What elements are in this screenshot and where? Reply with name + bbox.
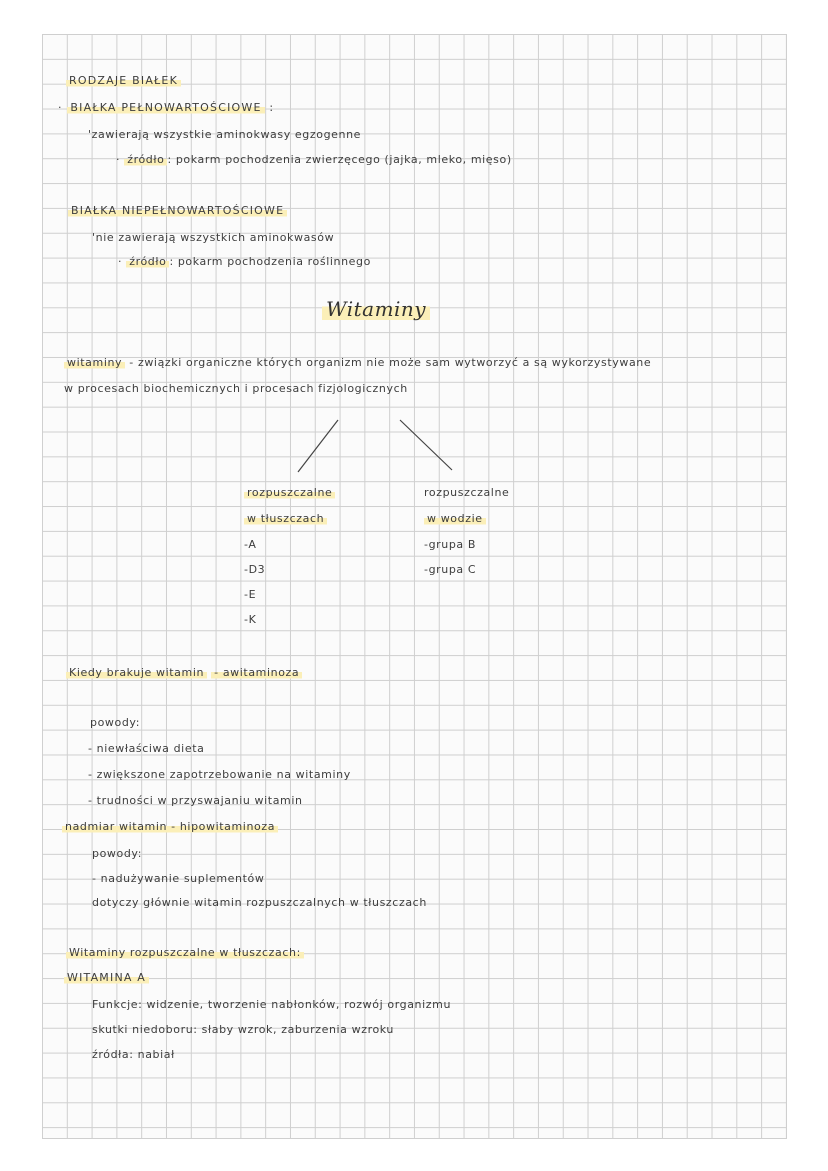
vitamins-title: Witaminy <box>322 297 430 321</box>
fat-soluble-item-d3: -D3 <box>244 563 266 576</box>
excess-heading: nadmiar witamin - hipowitaminoza <box>62 820 278 834</box>
water-soluble-label-line1: rozpuszczalne <box>424 486 510 499</box>
complete-proteins-source: · źródło : pokarm pochodzenia zwierzęcego (jajka, mleko, mięso) <box>116 153 512 166</box>
proteins-heading: RODZAJE BIAŁEK <box>66 74 181 88</box>
complete-proteins-description: 'zawierają wszystkie aminokwasy egzogenne <box>88 128 362 141</box>
fat-soluble-label-line2: w tłuszczach <box>244 512 327 526</box>
excess-causes-label: powody: <box>92 847 143 860</box>
excess-cause-1: - nadużywanie suplementów <box>92 872 265 885</box>
deficiency-cause-1: - niewłaściwa dieta <box>88 742 205 755</box>
vitamin-a-deficiency-effects: skutki niedoboru: słaby wzrok, zaburzenia wzroku <box>92 1023 395 1036</box>
water-soluble-item-group-b: -grupa B <box>424 538 477 551</box>
water-soluble-item-group-c: -grupa C <box>424 563 477 576</box>
vitamin-a-sources: źródła: nabiał <box>92 1048 175 1061</box>
fat-soluble-label-line1: rozpuszczalne <box>244 486 335 500</box>
incomplete-proteins-description: 'nie zawierają wszystkich aminokwasów <box>92 231 335 244</box>
complete-proteins-label: · BIAŁKA PEŁNOWARTOŚCIOWE : <box>58 101 275 114</box>
vitamin-a-heading: WITAMINA A <box>64 971 149 985</box>
branch-line-right <box>400 420 452 470</box>
deficiency-causes-label: powody: <box>90 716 141 729</box>
deficiency-cause-2: - zwiększone zapotrzebowanie na witaminy <box>88 768 351 781</box>
fat-soluble-section-heading: Witaminy rozpuszczalne w tłuszczach: <box>66 946 304 960</box>
incomplete-proteins-label: BIAŁKA NIEPEŁNOWARTOŚCIOWE <box>68 204 287 218</box>
fat-soluble-item-k: -K <box>244 613 257 626</box>
fat-soluble-item-a: -A <box>244 538 257 551</box>
deficiency-heading: Kiedy brakuje witamin - awitaminoza <box>66 666 302 680</box>
incomplete-proteins-source: · źródło : pokarm pochodzenia roślinnego <box>118 255 371 268</box>
excess-note: dotyczy głównie witamin rozpuszczalnych w tłuszczach <box>92 896 427 909</box>
vitamins-definition-line1: witaminy - związki organiczne których organizm nie może sam wytworzyć a są wykorzystywane <box>64 356 651 370</box>
branch-line-left <box>298 420 338 472</box>
vitamins-definition-line2: w procesach biochemicznych i procesach fizjologicznych <box>64 382 408 395</box>
fat-soluble-item-e: -E <box>244 588 257 601</box>
water-soluble-label-line2: w wodzie <box>424 512 486 526</box>
vitamin-a-functions: Funkcje: widzenie, tworzenie nabłonków, rozwój organizmu <box>92 998 452 1011</box>
deficiency-cause-3: - trudności w przyswajaniu witamin <box>88 794 303 807</box>
